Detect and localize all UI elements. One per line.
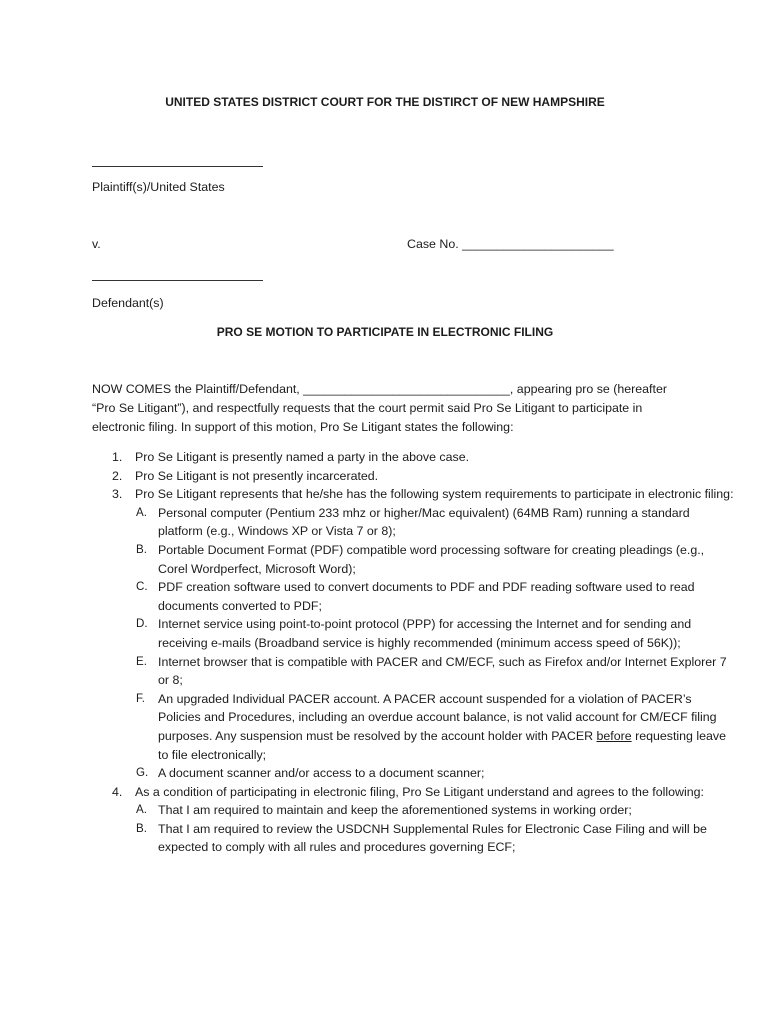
court-heading: UNITED STATES DISTRICT COURT FOR THE DISTIRCT OF NEW HAMPSHIRE xyxy=(165,95,605,109)
intro-paragraph-line-1: NOW COMES the Plaintiff/Defendant, ______________________________, appearing pro se (hereafter xyxy=(92,382,667,396)
conditions-sublist xyxy=(135,801,735,857)
defendant-name-line[interactable] xyxy=(92,280,263,281)
list-item xyxy=(135,783,735,857)
sublist-item: Personal computer (Pentium 233 mhz or higher/Mac equivalent) (64MB Ram) running a standard platform (e.g., Windows XP or Vista 7 or 8); xyxy=(158,505,690,539)
plaintiff-label: Plaintiff(s)/United States xyxy=(92,180,225,194)
list-item-text: Pro Se Litigant represents that he/she has the following system requirements to participate in electronic filing: xyxy=(135,487,734,502)
sublist-item: That I am required to maintain and keep the aforementioned systems in working order; xyxy=(158,803,632,818)
requirements-list xyxy=(92,448,735,857)
motion-title: PRO SE MOTION TO PARTICIPATE IN ELECTRONIC FILING xyxy=(216,325,554,339)
list-item xyxy=(135,448,735,467)
sublist-item-text: requesting leave to file electronically; xyxy=(158,728,727,762)
sublist-item: Internet service using point-to-point protocol (PPP) for accessing the Internet and for sending and receiving e-mails (Broadband service is highly recommended (minimum access speed of 56K)); xyxy=(158,617,692,650)
sublist-item: Portable Document Format (PDF) compatible word processing software for creating pleadings (e.g., Corel Wordperfect, Microsoft Word); xyxy=(158,542,705,576)
sublist-item: That I am required to review the USDCNH Supplemental Rules for Electronic Case Filing and will be expected to comply with all rules and procedures governing ECF; xyxy=(158,821,707,855)
list-item xyxy=(135,467,735,486)
system-requirements-sublist xyxy=(135,504,735,783)
list-item-text: As a condition of participating in electronic filing, Pro Se Litigant understand and agrees to the following: xyxy=(135,784,704,799)
underlined-word: before xyxy=(596,728,632,743)
versus-label: v. xyxy=(92,237,101,251)
sublist-item xyxy=(158,690,735,764)
list-item xyxy=(135,485,735,783)
list-item-text: Pro Se Litigant is not presently incarcerated. xyxy=(135,468,379,483)
sublist-item: Internet browser that is compatible with PACER and CM/ECF, such as Firefox and/or Internet Explorer 7 or 8; xyxy=(158,654,727,688)
defendant-label: Defendant(s) xyxy=(92,296,164,310)
intro-paragraph-line-2: “Pro Se Litigant”), and respectfully requests that the court permit said Pro Se Litigant to participate in xyxy=(92,401,643,415)
case-number-field[interactable]: Case No. ______________________ xyxy=(407,237,614,251)
sublist-item: A document scanner and/or access to a document scanner; xyxy=(158,766,485,781)
sublist-item: PDF creation software used to convert documents to PDF and PDF reading software used to read documents converted to PDF; xyxy=(158,580,695,613)
sublist-item-text: An upgraded Individual PACER account. A PACER account suspended for a violation of PACER’s Policies and Procedures, including an overdue account balance, is not valid account for CM/ECF filing purposes. Any suspension must be resolved by the account holder with PACER xyxy=(158,691,717,743)
plaintiff-name-line[interactable] xyxy=(92,166,263,167)
intro-paragraph-line-3: electronic filing. In support of this motion, Pro Se Litigant states the following: xyxy=(92,420,514,434)
list-item-text: Pro Se Litigant is presently named a party in the above case. xyxy=(135,450,470,464)
